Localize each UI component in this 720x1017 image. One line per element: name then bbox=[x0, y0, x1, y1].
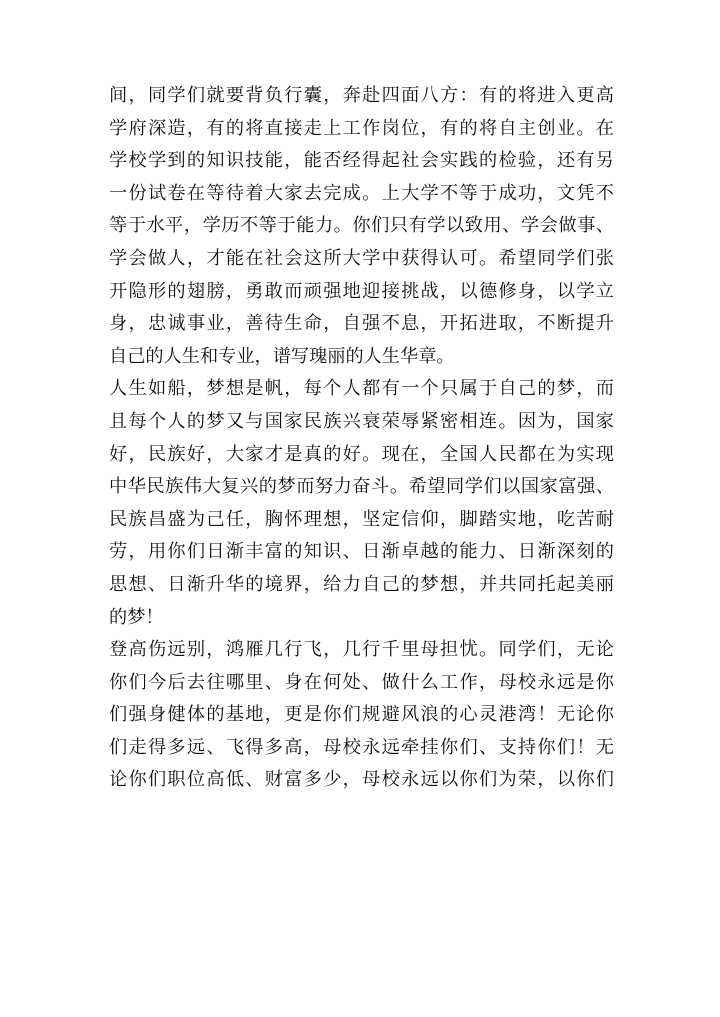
text-line: 们强身健体的基地，更是你们规避风浪的心灵港湾！无论你 bbox=[109, 704, 614, 726]
document-body bbox=[109, 80, 614, 797]
text-line: 一份试卷在等待着大家去完成。上大学不等于成功，文凭不 bbox=[109, 182, 614, 204]
paragraph-3 bbox=[109, 634, 614, 797]
text-line: 思想、日渐升华的境界，给力自己的梦想，并共同托起美丽 bbox=[109, 573, 614, 595]
text-line: 开隐形的翅膀，勇敢而顽强地迎接挑战，以德修身，以学立 bbox=[109, 280, 614, 302]
text-line: 劳，用你们日渐丰富的知识、日渐卓越的能力、日渐深刻的 bbox=[109, 541, 614, 563]
text-line: 且每个人的梦又与国家民族兴衰荣辱紧密相连。因为，国家 bbox=[109, 410, 614, 432]
text-line: 学校学到的知识技能，能否经得起社会实践的检验，还有另 bbox=[109, 150, 614, 172]
text-line: 间，同学们就要背负行囊，奔赴四面八方：有的将进入更高 bbox=[109, 85, 614, 106]
text-line: 们走得多远、飞得多高，母校永远牵挂你们、支持你们！无 bbox=[109, 736, 614, 758]
text-line: 人生如船，梦想是帆，每个人都有一个只属于自己的梦，而 bbox=[109, 378, 614, 400]
text-line: 身，忠诚事业，善待生命，自强不息，开拓进取，不断提升 bbox=[109, 313, 614, 335]
text-line: 你们今后去往哪里、身在何处、做什么工作，母校永远是你 bbox=[109, 671, 614, 693]
text-line: 中华民族伟大复兴的梦而努力奋斗。希望同学们以国家富强、 bbox=[109, 476, 614, 498]
text-line: 学会做人，才能在社会这所大学中获得认可。希望同学们张 bbox=[109, 247, 614, 269]
text-line: 学府深造，有的将直接走上工作岗位，有的将自主创业。在 bbox=[109, 117, 614, 139]
text-line: 登高伤远别，鸿雁几行飞，几行千里母担忧。同学们，无论 bbox=[109, 639, 614, 661]
text-line: 好，民族好，大家才是真的好。现在，全国人民都在为实现 bbox=[109, 443, 614, 465]
text-line: 民族昌盛为己任，胸怀理想，坚定信仰，脚踏实地，吃苦耐 bbox=[109, 508, 614, 530]
text-line: 自己的人生和专业，谱写瑰丽的人生华章。 bbox=[109, 345, 455, 367]
paragraph-2 bbox=[109, 373, 614, 634]
paragraph-1 bbox=[109, 80, 614, 373]
text-line: 论你们职位高低、财富多少，母校永远以你们为荣，以你们 bbox=[109, 769, 614, 791]
text-line: 的梦！ bbox=[109, 606, 164, 628]
text-line: 等于水平，学历不等于能力。你们只有学以致用、学会做事、 bbox=[109, 215, 614, 237]
